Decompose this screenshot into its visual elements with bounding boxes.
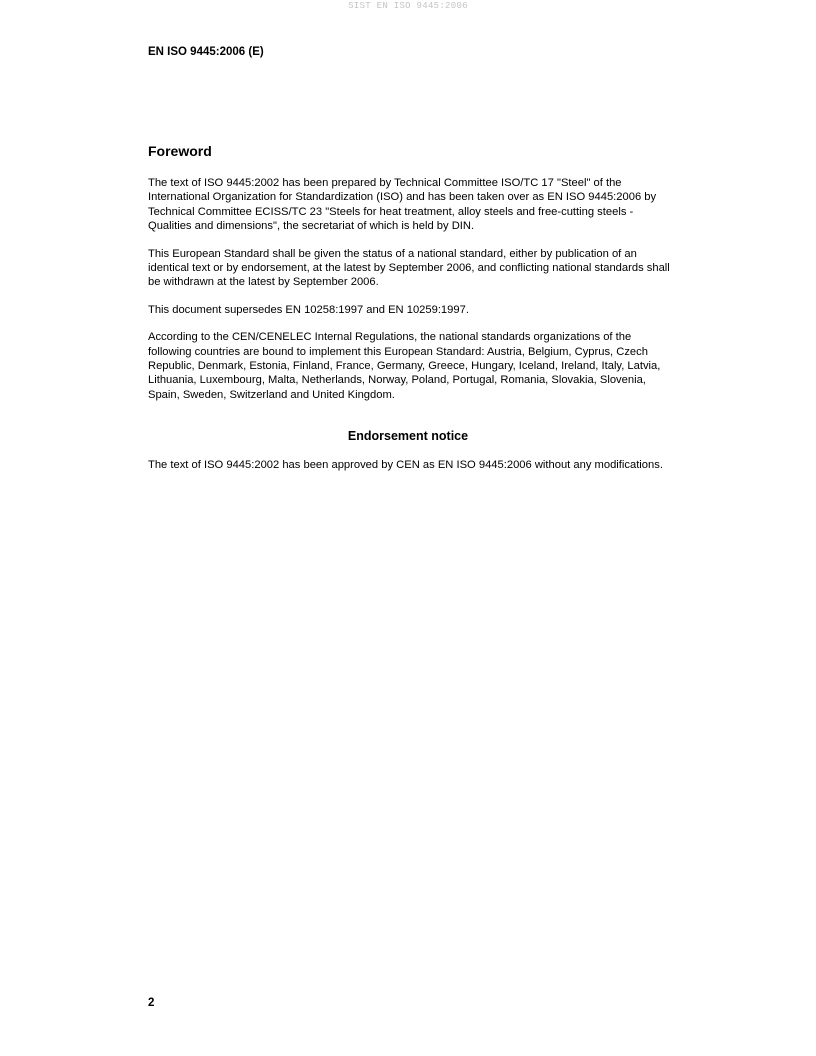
endorsement-notice-title: Endorsement notice — [347, 429, 469, 444]
page-number: 2 — [148, 997, 155, 1009]
document-identifier: EN ISO 9445:2006 (E) — [148, 46, 264, 58]
endorsement-notice-text: The text of ISO 9445:2002 has been approved by CEN as EN ISO 9445:2006 without any modifications. — [148, 459, 663, 472]
foreword-paragraph-3: This document supersedes EN 10258:1997 and EN 10259:1997. — [148, 303, 469, 316]
foreword-paragraph-1: The text of ISO 9445:2002 has been prepared by Technical Committee ISO/TC 17 "Steel" of the International Organization for Standardization (ISO) and has been taken over as EN ISO 9445:2006 by Technical Committee ECISS/TC 23 "Steels for heat treatment, alloy steels and free-cutting steels - Qualities and dimensions", the secretariat of which is held by DIN. — [148, 177, 657, 233]
watermark: SIST EN ISO 9445:2006 — [348, 1, 468, 11]
foreword-title: Foreword — [148, 143, 212, 159]
page-content — [148, 143, 672, 486]
foreword-paragraph-2: This European Standard shall be given the status of a national standard, either by publication of an identical text or by endorsement, at the latest by September 2006, and conflicting national standards shall be withdrawn at the latest by September 2006. — [148, 247, 670, 289]
foreword-paragraph-4: According to the CEN/CENELEC Internal Regulations, the national standards organizations of the following countries are bound to implement this European Standard: Austria, Belgium, Cyprus, Czech Republic, Denmark, Estonia, Finland, France, Germany, Greece, Hungary, Iceland, Ireland, Italy, Latvia, Lithuania, Luxembourg, Malta, Netherlands, Norway, Poland, Portugal, Romania, Slovakia, Slovenia, Spain, Sweden, Switzerland and United Kingdom. — [148, 331, 661, 401]
